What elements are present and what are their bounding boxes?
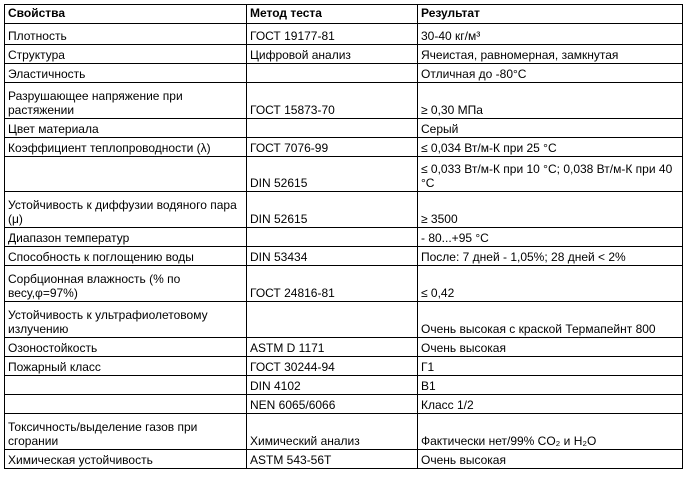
- property-cell: Разрушающее напряжение при растяжении: [5, 83, 247, 119]
- property-cell: Химическая устойчивость: [5, 450, 247, 469]
- property-cell: Коэффициент теплопроводности (λ): [5, 138, 247, 157]
- result-cell: ≤ 0,034 Вт/м-К при 25 °С: [418, 138, 683, 157]
- result-cell: После: 7 дней - 1,05%; 28 дней < 2%: [418, 247, 683, 266]
- method-cell: Химический анализ: [247, 414, 418, 450]
- table-row: [5, 450, 683, 469]
- result-cell: ≤ 0,42: [418, 266, 683, 302]
- table-row: [5, 157, 683, 192]
- method-cell: ГОСТ 24816-81: [247, 266, 418, 302]
- method-cell: [247, 64, 418, 83]
- property-cell: [5, 157, 247, 192]
- result-cell: Г1: [418, 357, 683, 376]
- property-cell: [5, 376, 247, 395]
- result-cell: Класс 1/2: [418, 395, 683, 414]
- result-cell: Фактически нет/99% CO₂ и H₂O: [418, 414, 683, 450]
- property-cell: Устойчивость к ультрафиолетовому излучению: [5, 302, 247, 338]
- result-cell: Серый: [418, 119, 683, 138]
- method-cell: [247, 302, 418, 338]
- property-cell: Озоностойкость: [5, 338, 247, 357]
- result-cell: Очень высокая: [418, 338, 683, 357]
- result-cell: В1: [418, 376, 683, 395]
- result-cell: Ячеистая, равномерная, замкнутая: [418, 45, 683, 64]
- properties-table: [4, 4, 683, 469]
- result-cell: Отличная до -80°С: [418, 64, 683, 83]
- property-cell: Диапазон температур: [5, 228, 247, 247]
- method-cell: ГОСТ 30244-94: [247, 357, 418, 376]
- method-cell: [247, 228, 418, 247]
- method-cell: [247, 119, 418, 138]
- result-cell: 30-40 кг/м³: [418, 24, 683, 45]
- table-row: [5, 24, 683, 45]
- table-row: [5, 357, 683, 376]
- method-cell: NEN 6065/6066: [247, 395, 418, 414]
- table-row: [5, 338, 683, 357]
- method-cell: ASTM D 1171: [247, 338, 418, 357]
- table-row: [5, 395, 683, 414]
- result-cell: - 80...+95 °С: [418, 228, 683, 247]
- method-cell: ГОСТ 19177-81: [247, 24, 418, 45]
- method-cell: DIN 4102: [247, 376, 418, 395]
- method-cell: DIN 52615: [247, 192, 418, 228]
- header-cell-property: Свойства: [5, 5, 247, 24]
- table-row: [5, 138, 683, 157]
- property-cell: Токсичность/выделение газов при сгорании: [5, 414, 247, 450]
- property-cell: Сорбционная влажность (% по весу,φ=97%): [5, 266, 247, 302]
- header-cell-method: Метод теста: [247, 5, 418, 24]
- table-row: [5, 64, 683, 83]
- table-row: [5, 119, 683, 138]
- method-cell: DIN 52615: [247, 157, 418, 192]
- result-cell: Очень высокая с краской Термапейнт 800: [418, 302, 683, 338]
- table-row: [5, 192, 683, 228]
- method-cell: ГОСТ 7076-99: [247, 138, 418, 157]
- table-row: [5, 228, 683, 247]
- method-cell: ГОСТ 15873-70: [247, 83, 418, 119]
- table-row: [5, 247, 683, 266]
- property-cell: Плотность: [5, 24, 247, 45]
- table-row: [5, 45, 683, 64]
- header-cell-result: Результат: [418, 5, 683, 24]
- property-cell: [5, 395, 247, 414]
- result-cell: Очень высокая: [418, 450, 683, 469]
- table-row: [5, 83, 683, 119]
- property-cell: Устойчивость к диффузии водяного пара (μ): [5, 192, 247, 228]
- result-cell: ≤ 0,033 Вт/м-К при 10 °С; 0,038 Вт/м-К при 40 °С: [418, 157, 683, 192]
- table-row: [5, 414, 683, 450]
- method-cell: ASTM 543-56T: [247, 450, 418, 469]
- table-row: [5, 266, 683, 302]
- property-cell: Цвет материала: [5, 119, 247, 138]
- result-cell: ≥ 0,30 МПа: [418, 83, 683, 119]
- method-cell: DIN 53434: [247, 247, 418, 266]
- result-cell: ≥ 3500: [418, 192, 683, 228]
- property-cell: Пожарный класс: [5, 357, 247, 376]
- table-row: [5, 376, 683, 395]
- method-cell: Цифровой анализ: [247, 45, 418, 64]
- table-row: [5, 302, 683, 338]
- property-cell: Структура: [5, 45, 247, 64]
- table-header-row: [5, 5, 683, 24]
- property-cell: Способность к поглощению воды: [5, 247, 247, 266]
- property-cell: Эластичность: [5, 64, 247, 83]
